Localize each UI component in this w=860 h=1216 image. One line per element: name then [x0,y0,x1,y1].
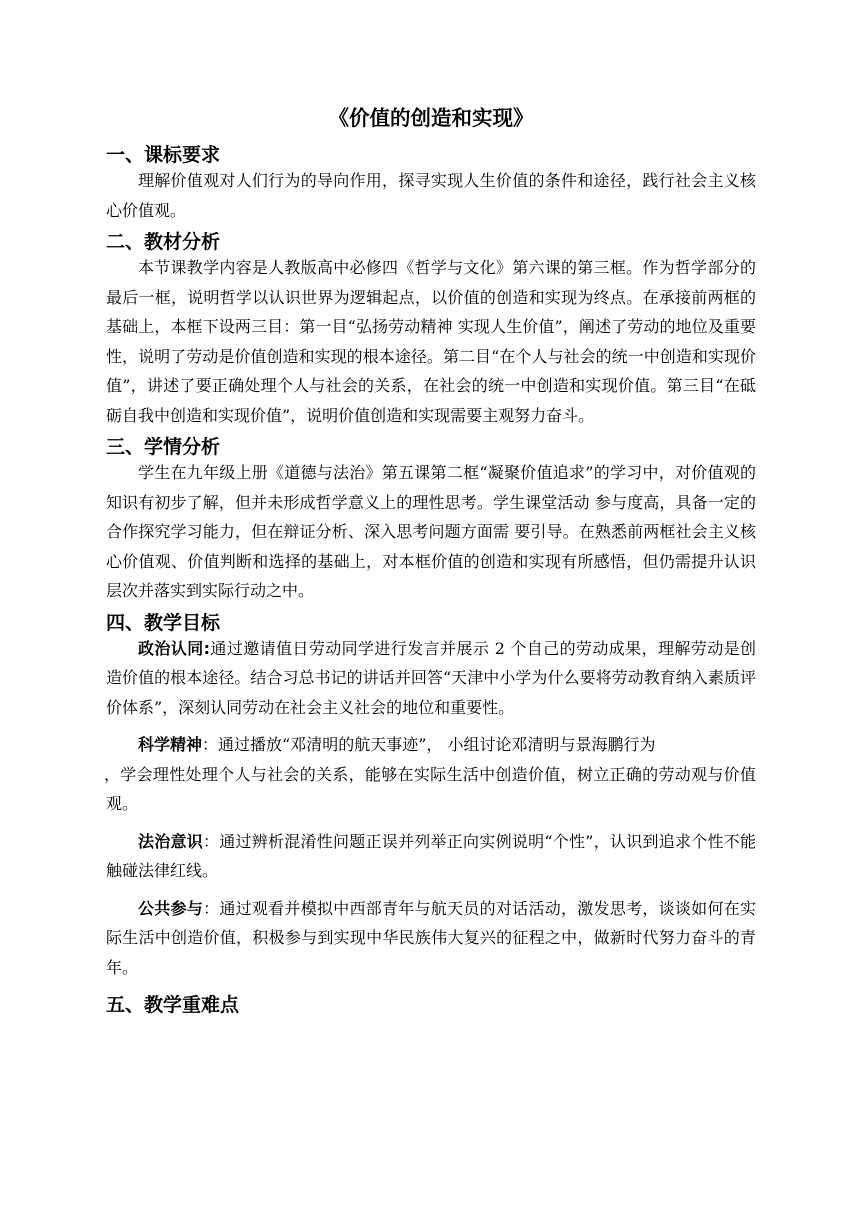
section-heading: 二、教材分析 [106,231,221,253]
goal-lead-label: 法治意识 [138,831,204,851]
goal-lead-label: 公共参与 [138,898,204,918]
section-heading: 五、教学重难点 [106,994,240,1016]
section-key-difficult-points [106,994,756,1016]
section-teaching-goals [106,612,756,983]
section-paragraph: 本节课教学内容是人教版高中必修四《哲学与文化》第六课的第三框。作为哲学部分的最后一框，说明哲学以认识世界为逻辑起点，以价值的创造和实现为终点。在承接前两框的基础上，本框下设两三目：第一目“弘扬劳动精神 实现人生价值”，阐述了劳动的地位及重要性，说明了劳动是价值创造和实现的根本途径。第二目“在个人与社会的统一中创造和实现价值”，讲述了要正确处理个人与社会的关系，在社会的统一中创造和实现价值。第三目“在砥砺自我中创造和实现价值”，说明价值创造和实现需要主观努力奋斗。 [106,258,756,425]
goal-text-continuation: ，学会理性处理个人与社会的关系，能够在实际生活中创造价值，树立正确的劳动观与价值观。 [104,764,756,813]
section-curriculum-standard [106,144,756,225]
goal-text: ：通过观看并模拟中西部青年与航天员的对话活动，激发思考，谈谈如何在实际生活中创造价值，积极参与到实现中华民族伟大复兴的征程之中，做新时代努力奋斗的青年。 [106,898,756,977]
section-heading: 四、教学目标 [106,611,221,634]
goal-public-participation [106,894,756,983]
document-page [106,98,756,1016]
section-paragraph: 学生在九年级上册《道德与法治》第五课第二框“凝聚价值追求”的学习中，对价值观的知识有初步了解，但并未形成哲学意义上的理性思考。学生课堂活动 参与度高，具备一定的合作探究学习能力，但在辩证分析、深入思考问题方面需 要引导。在熟悉前两框社会主义核心价值观、价值判断和选择的基础上，对本框价值的创造和实现有所感悟，但仍需提升认识层次并落实到实际行动之中。 [106,463,756,600]
section-paragraph: 理解价值观对人们行为的导向作用，探寻实现人生价值的条件和途径，践行社会主义核心价值观。 [106,171,756,220]
goal-scientific-spirit [106,730,756,819]
goal-lead-label: 科学精神 [138,735,203,754]
section-heading: 一、课标要求 [106,144,221,166]
goal-lead-label: 政治认同: [138,638,211,658]
goal-text: ：通过播放“邓清明的航天事迹”， 小组讨论邓清明与景海鹏行为 [202,735,656,754]
section-heading: 三、学情分析 [106,436,221,458]
section-textbook-analysis [106,231,756,430]
document-title: 《价值的创造和实现》 [328,106,534,130]
goal-text: 通过邀请值日劳动同学进行发言并展示 2 个自己的劳动成果，理解劳动是创造价值的根本途径。结合习总书记的讲话并回答“天津中小学为什么要将劳动教育纳入素质评价体系”，深刻认同劳动在社会主义社会的地位和重要性。 [106,638,756,717]
goal-rule-of-law [106,827,756,886]
goal-text: ：通过辨析混淆性问题正误并列举正向实例说明“个性”，认识到追求个性不能触碰法律红线。 [106,831,756,880]
goal-political-identity [106,634,756,723]
section-student-analysis [106,436,756,606]
